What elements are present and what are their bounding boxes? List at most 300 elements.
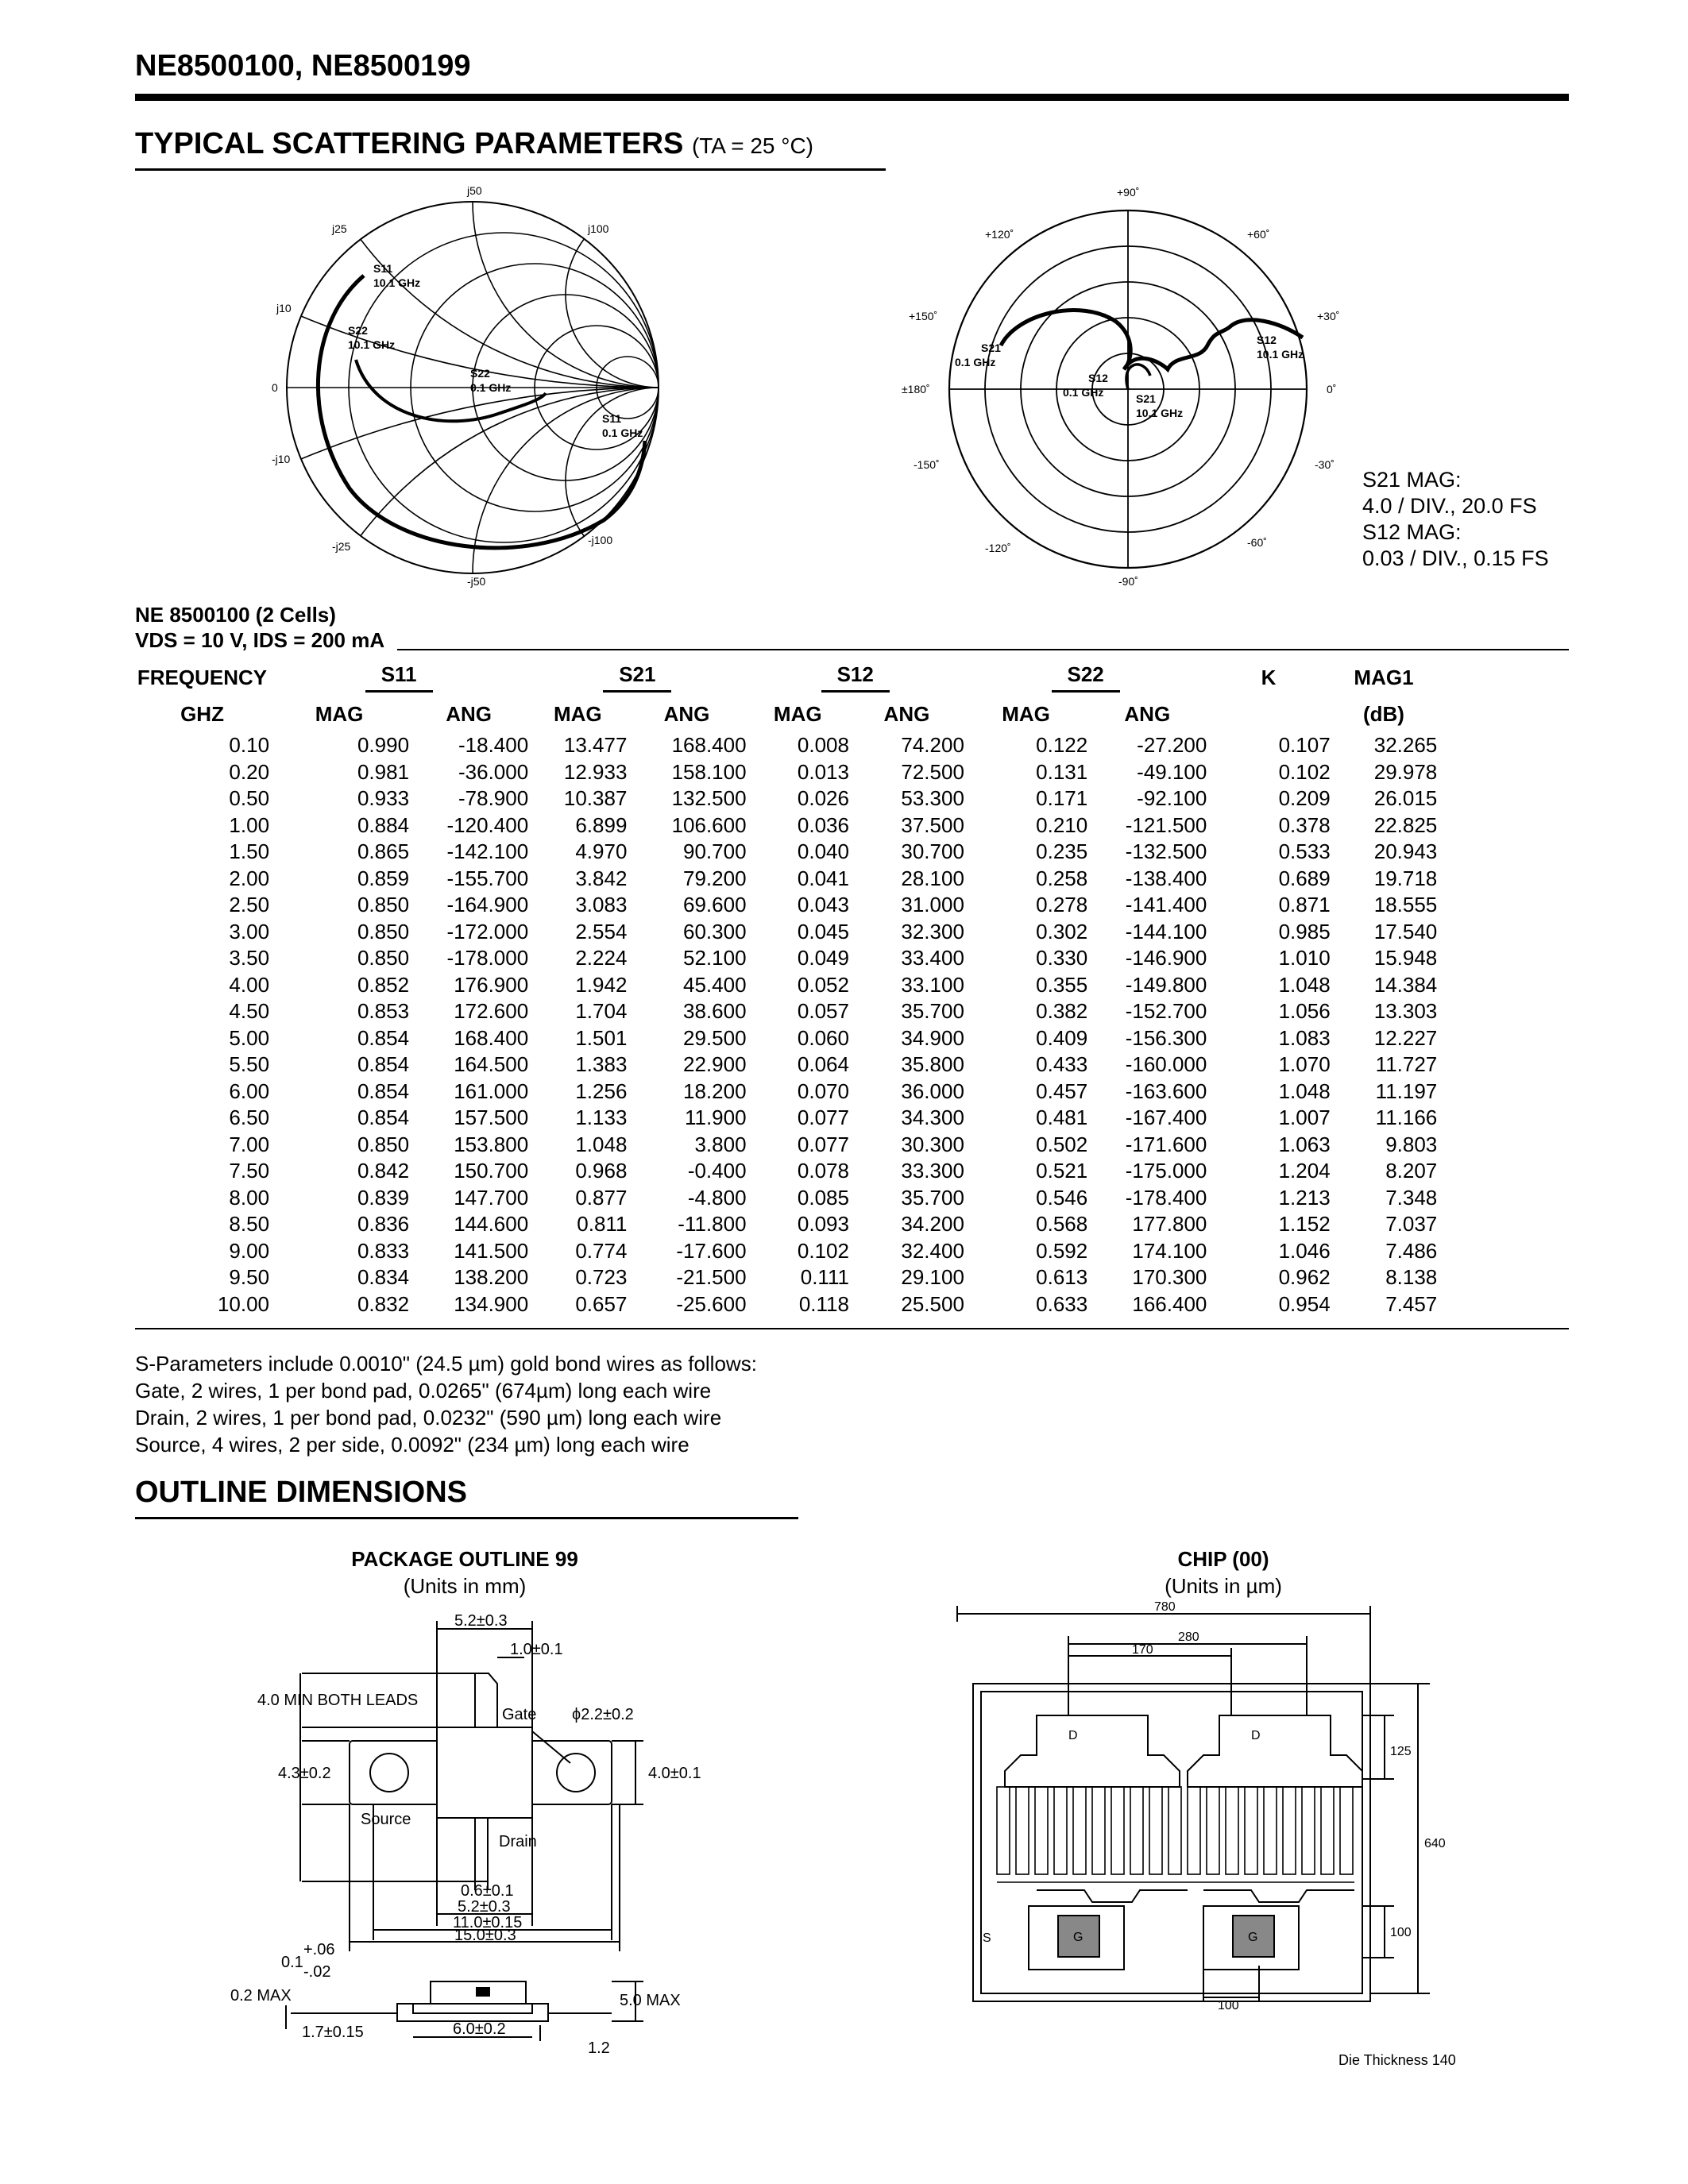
table-pad-cell bbox=[1437, 1051, 1569, 1078]
table-cell: 37.500 bbox=[901, 812, 964, 837]
table-cell: -4.800 bbox=[687, 1185, 747, 1210]
table-cell: 0.045 bbox=[797, 919, 849, 943]
table-cell: 0.064 bbox=[797, 1052, 849, 1076]
th-s22-ang: ANG bbox=[1124, 701, 1171, 726]
table-cell: 0.613 bbox=[1036, 1265, 1088, 1289]
polar-label-p0: 0˚ bbox=[1327, 383, 1337, 396]
table-cell: 170.300 bbox=[1132, 1265, 1207, 1289]
legend-line-1: S21 MAG: bbox=[1362, 468, 1462, 492]
table-cell: -144.100 bbox=[1125, 919, 1207, 943]
polar-label-p180: ±180˚ bbox=[902, 383, 930, 396]
table-cell: 0.060 bbox=[797, 1025, 849, 1050]
table-cell: 33.400 bbox=[901, 946, 964, 970]
table-cell: 0.521 bbox=[1036, 1159, 1088, 1183]
table-cell: 7.00 bbox=[229, 1132, 270, 1156]
table-cell: 1.152 bbox=[1278, 1212, 1331, 1236]
table-cell: 0.884 bbox=[357, 812, 410, 837]
table-cell: 0.689 bbox=[1278, 866, 1331, 890]
table-header-row-2 bbox=[135, 696, 1569, 732]
table-cell: 0.026 bbox=[797, 786, 849, 810]
table-cell: 153.800 bbox=[454, 1132, 529, 1156]
table-cell: 20.943 bbox=[1373, 839, 1438, 863]
smith-label-mj100: -j100 bbox=[588, 534, 613, 546]
chip-title: CHIP (00) bbox=[1177, 1547, 1269, 1571]
table-cell: 0.107 bbox=[1278, 733, 1331, 757]
dim-w60: 6.0±0.2 bbox=[453, 2020, 506, 2038]
table-cell: 1.00 bbox=[229, 812, 270, 837]
th-s22-mag: MAG bbox=[1002, 701, 1050, 726]
table-cell: -141.400 bbox=[1125, 893, 1207, 916]
table-row bbox=[135, 732, 1569, 759]
th-k: K bbox=[1261, 665, 1277, 689]
table-cell: 0.481 bbox=[1036, 1106, 1088, 1129]
table-cell: 0.774 bbox=[575, 1238, 628, 1263]
table-cell: 10.00 bbox=[217, 1291, 270, 1316]
dim-w52-top: 5.2±0.3 bbox=[454, 1612, 508, 1630]
table-cell: 0.036 bbox=[797, 812, 849, 837]
table-cell: 1.942 bbox=[575, 972, 628, 997]
note-line: Gate, 2 wires, 1 per bond pad, 0.0265" (674µm) long each wire bbox=[135, 1379, 712, 1403]
table-cell: 0.258 bbox=[1036, 866, 1088, 890]
dim-w100: 100 bbox=[1218, 1999, 1239, 2012]
table-cell: 0.077 bbox=[797, 1106, 849, 1129]
table-cell: 18.200 bbox=[683, 1078, 747, 1103]
chip-label-d2: D bbox=[1251, 1729, 1261, 1742]
sparams-condition: (TA = 25 °C) bbox=[691, 133, 813, 158]
table-cell: 0.871 bbox=[1278, 893, 1331, 916]
dim-h640: 640 bbox=[1424, 1837, 1446, 1850]
table-cell: 9.803 bbox=[1385, 1132, 1438, 1156]
table-pad-cell bbox=[1437, 759, 1569, 786]
table-cell: 1.046 bbox=[1278, 1238, 1331, 1263]
table-cell: 1.133 bbox=[575, 1106, 628, 1129]
table-cell: 32.265 bbox=[1373, 733, 1438, 757]
polar-s12-hi-f: 10.1 GHz bbox=[1257, 348, 1304, 361]
table-row bbox=[135, 1291, 1569, 1318]
conditions-rule bbox=[397, 649, 1569, 650]
th-s21-mag: MAG bbox=[553, 701, 602, 726]
table-row bbox=[135, 1238, 1569, 1265]
th-s12-mag: MAG bbox=[773, 701, 822, 726]
table-cell: 0.052 bbox=[797, 972, 849, 997]
smith-s22-hi: S22 bbox=[348, 324, 368, 337]
table-cell: -138.400 bbox=[1125, 866, 1207, 890]
table-cell: -142.100 bbox=[446, 839, 529, 863]
table-row bbox=[135, 919, 1569, 946]
table-cell: 9.00 bbox=[229, 1238, 270, 1263]
section-rule-sparams bbox=[135, 168, 886, 171]
s12-trace bbox=[1126, 365, 1150, 389]
smith-s11-hi: S11 bbox=[373, 262, 393, 275]
table-cell: 11.727 bbox=[1375, 1052, 1438, 1076]
table-cell: 1.070 bbox=[1278, 1052, 1331, 1076]
dim-w06: 0.6±0.1 bbox=[461, 1882, 514, 1900]
bias-conditions: VDS = 10 V, IDS = 200 mA bbox=[135, 628, 385, 652]
polar-label-p30: +30˚ bbox=[1317, 310, 1340, 322]
bond-wire-notes bbox=[135, 1350, 757, 1458]
table-cell: -92.100 bbox=[1137, 786, 1207, 810]
th-s12-ang: ANG bbox=[883, 701, 930, 726]
table-cell: 12.227 bbox=[1373, 1025, 1438, 1050]
polar-s21-hi: S21 bbox=[1136, 392, 1156, 405]
polar-label-p90: +90˚ bbox=[1117, 186, 1140, 199]
table-pad-cell bbox=[1437, 1264, 1569, 1291]
table-bottom-rule bbox=[135, 1328, 1569, 1329]
table-row bbox=[135, 998, 1569, 1025]
table-cell: 0.568 bbox=[1036, 1212, 1088, 1236]
th-s21-ang: ANG bbox=[663, 701, 710, 726]
table-cell: 134.900 bbox=[454, 1291, 529, 1316]
table-cell: -171.600 bbox=[1125, 1132, 1207, 1156]
table-cell: 0.850 bbox=[357, 893, 410, 916]
polar-chart bbox=[898, 179, 1358, 600]
table-row bbox=[135, 839, 1569, 866]
polar-label-m120: -120˚ bbox=[985, 542, 1011, 554]
table-pad-cell bbox=[1437, 1185, 1569, 1212]
table-cell: 0.985 bbox=[1278, 919, 1331, 943]
table-cell: 2.224 bbox=[575, 946, 628, 970]
table-pad-cell bbox=[1437, 785, 1569, 812]
table-pad-cell bbox=[1437, 1238, 1569, 1265]
table-cell: 1.007 bbox=[1278, 1106, 1331, 1129]
table-cell: 9.50 bbox=[229, 1265, 270, 1289]
table-cell: 1.383 bbox=[575, 1052, 628, 1076]
table-cell: -152.700 bbox=[1125, 999, 1207, 1023]
table-cell: 0.854 bbox=[357, 1106, 410, 1129]
table-cell: 0.111 bbox=[800, 1265, 849, 1289]
table-row bbox=[135, 972, 1569, 999]
table-cell: 13.303 bbox=[1373, 999, 1438, 1023]
table-cell: 1.50 bbox=[229, 839, 270, 863]
header-rule bbox=[135, 94, 1569, 101]
table-cell: 1.501 bbox=[575, 1025, 628, 1050]
table-row bbox=[135, 892, 1569, 919]
table-cell: 0.433 bbox=[1036, 1052, 1088, 1076]
table-cell: 29.978 bbox=[1373, 759, 1438, 784]
polar-s12-lo-f: 0.1 GHz bbox=[1063, 386, 1104, 399]
table-pad-cell bbox=[1437, 866, 1569, 893]
table-cell: 0.330 bbox=[1036, 946, 1088, 970]
dim-h43: 4.3±0.2 bbox=[278, 1765, 331, 1782]
table-cell: 106.600 bbox=[671, 812, 747, 837]
table-cell: 22.825 bbox=[1373, 812, 1438, 837]
chip-outline-drawing bbox=[949, 1596, 1466, 2041]
table-pad-cell bbox=[1437, 945, 1569, 972]
smith-s11-lo-f: 0.1 GHz bbox=[602, 426, 643, 439]
table-cell: 22.900 bbox=[683, 1052, 747, 1076]
table-pad-cell bbox=[1437, 1132, 1569, 1159]
polar-label-m90: -90˚ bbox=[1118, 575, 1138, 588]
table-cell: 2.50 bbox=[229, 893, 270, 916]
table-cell: 1.063 bbox=[1278, 1132, 1331, 1156]
table-cell: 8.207 bbox=[1385, 1159, 1438, 1183]
table-cell: 3.50 bbox=[229, 946, 270, 970]
table-cell: -164.900 bbox=[446, 893, 529, 916]
table-cell: -17.600 bbox=[676, 1238, 747, 1263]
section-title-outline: OUTLINE DIMENSIONS bbox=[135, 1476, 468, 1509]
th-db: (dB) bbox=[1362, 701, 1404, 726]
table-cell: 72.500 bbox=[901, 759, 964, 784]
table-cell: 0.962 bbox=[1278, 1265, 1331, 1289]
th-s11-ang: ANG bbox=[446, 701, 492, 726]
th-s21: S21 bbox=[603, 662, 671, 693]
table-cell: -132.500 bbox=[1125, 839, 1207, 863]
table-cell: 168.400 bbox=[671, 733, 747, 757]
package-heading bbox=[302, 1545, 628, 1599]
table-cell: 79.200 bbox=[683, 866, 747, 890]
chip-label-d1: D bbox=[1068, 1729, 1078, 1742]
table-cell: 0.10 bbox=[229, 733, 270, 757]
dim-w150: 15.0±0.3 bbox=[454, 1927, 516, 1944]
table-cell: 3.842 bbox=[575, 866, 628, 890]
table-cell: 3.00 bbox=[229, 919, 270, 943]
table-cell: 0.102 bbox=[797, 1238, 849, 1263]
table-cell: 38.600 bbox=[683, 999, 747, 1023]
table-cell: 0.968 bbox=[575, 1159, 628, 1183]
table-cell: 0.50 bbox=[229, 786, 270, 810]
table-cell: -120.400 bbox=[446, 812, 529, 837]
smith-chart bbox=[262, 179, 675, 592]
smith-label-mj25: -j25 bbox=[332, 540, 351, 553]
table-cell: 158.100 bbox=[671, 759, 747, 784]
table-cell: 60.300 bbox=[683, 919, 747, 943]
table-cell: 0.040 bbox=[797, 839, 849, 863]
table-cell: -49.100 bbox=[1137, 759, 1207, 784]
polar-label-p60: +60˚ bbox=[1247, 228, 1270, 241]
polar-label-m30: -30˚ bbox=[1315, 458, 1335, 471]
table-cell: 1.010 bbox=[1278, 946, 1331, 970]
table-cell: 0.877 bbox=[575, 1185, 628, 1210]
table-cell: 0.085 bbox=[797, 1185, 849, 1210]
th-s22: S22 bbox=[1052, 662, 1120, 693]
table-cell: 3.083 bbox=[575, 893, 628, 916]
table-cell: 6.899 bbox=[575, 812, 628, 837]
table-cell: 150.700 bbox=[454, 1159, 529, 1183]
table-cell: 161.000 bbox=[454, 1078, 529, 1103]
smith-label-mj10: -j10 bbox=[272, 453, 291, 465]
table-cell: 2.00 bbox=[229, 866, 270, 890]
smith-s11-lo: S11 bbox=[602, 412, 622, 425]
sparams-table bbox=[135, 659, 1569, 1318]
th-ghz: GHZ bbox=[180, 701, 224, 726]
table-cell: 0.457 bbox=[1036, 1078, 1088, 1103]
table-cell: 0.210 bbox=[1036, 812, 1088, 837]
dim-w52-bot: 5.2±0.3 bbox=[458, 1898, 511, 1916]
table-cell: 168.400 bbox=[454, 1025, 529, 1050]
table-cell: 35.700 bbox=[901, 999, 964, 1023]
table-cell: -27.200 bbox=[1137, 733, 1207, 757]
page-title: NE8500100, NE8500199 bbox=[135, 49, 471, 83]
chip-heading bbox=[1096, 1545, 1350, 1599]
table-cell: 30.300 bbox=[901, 1132, 964, 1156]
table-cell: 138.200 bbox=[454, 1265, 529, 1289]
table-header-row-1 bbox=[135, 659, 1569, 696]
package-units: (Units in mm) bbox=[403, 1574, 527, 1598]
table-cell: 4.50 bbox=[229, 999, 270, 1023]
th-s12: S12 bbox=[821, 662, 890, 693]
polar-s21-lo: S21 bbox=[981, 341, 1001, 354]
smith-label-j50: j50 bbox=[467, 184, 482, 197]
label-source: Source bbox=[361, 1811, 411, 1828]
table-cell: 12.933 bbox=[563, 759, 628, 784]
table-cell: 29.100 bbox=[901, 1265, 964, 1289]
table-row bbox=[135, 1051, 1569, 1078]
table-cell: 35.700 bbox=[901, 1185, 964, 1210]
table-cell: 0.078 bbox=[797, 1159, 849, 1183]
table-cell: 0.209 bbox=[1278, 786, 1331, 810]
table-cell: 7.50 bbox=[229, 1159, 270, 1183]
table-pad-cell bbox=[1437, 1158, 1569, 1185]
table-cell: 0.981 bbox=[357, 759, 410, 784]
table-cell: -36.000 bbox=[458, 759, 529, 784]
table-cell: 0.102 bbox=[1278, 759, 1331, 784]
table-cell: 0.859 bbox=[357, 866, 410, 890]
table-cell: 132.500 bbox=[671, 786, 747, 810]
table-cell: 0.854 bbox=[357, 1025, 410, 1050]
table-row bbox=[135, 1025, 1569, 1052]
table-cell: 11.197 bbox=[1375, 1078, 1438, 1103]
table-cell: 52.100 bbox=[683, 946, 747, 970]
table-pad-cell bbox=[1437, 998, 1569, 1025]
table-cell: 0.278 bbox=[1036, 893, 1088, 916]
polar-s21-lo-f: 0.1 GHz bbox=[955, 356, 996, 369]
table-cell: -160.000 bbox=[1125, 1052, 1207, 1076]
table-cell: 11.900 bbox=[684, 1106, 747, 1129]
table-row bbox=[135, 1105, 1569, 1132]
table-cell: 5.00 bbox=[229, 1025, 270, 1050]
table-pad-cell bbox=[1437, 1078, 1569, 1106]
table-cell: 1.204 bbox=[1278, 1159, 1331, 1183]
table-cell: -175.000 bbox=[1125, 1159, 1207, 1183]
polar-label-m150: -150˚ bbox=[914, 458, 940, 471]
table-cell: 2.554 bbox=[575, 919, 628, 943]
table-cell: 1.256 bbox=[575, 1078, 628, 1103]
chip-label-s: S bbox=[983, 1931, 991, 1945]
package-title: PACKAGE OUTLINE 99 bbox=[351, 1547, 578, 1571]
legend-line-4: 0.03 / DIV., 0.15 FS bbox=[1362, 546, 1549, 570]
legend-line-2: 4.0 / DIV., 20.0 FS bbox=[1362, 494, 1537, 518]
note-line: Drain, 2 wires, 1 per bond pad, 0.0232" (590 µm) long each wire bbox=[135, 1406, 722, 1430]
table-cell: 1.048 bbox=[1278, 972, 1331, 997]
dim-hole: ϕ2.2±0.2 bbox=[572, 1706, 634, 1723]
smith-s22-lo: S22 bbox=[470, 367, 490, 380]
table-cell: 0.235 bbox=[1036, 839, 1088, 863]
table-cell: 0.118 bbox=[798, 1291, 849, 1316]
dim-h40: 4.0±0.1 bbox=[648, 1765, 701, 1782]
table-cell: 0.122 bbox=[1036, 733, 1088, 757]
label-drain: Drain bbox=[499, 1833, 537, 1850]
th-s11: S11 bbox=[365, 662, 433, 693]
dim-max02: 0.2 MAX bbox=[230, 1987, 292, 2005]
table-cell: -172.000 bbox=[446, 919, 529, 943]
table-cell: 26.015 bbox=[1373, 786, 1438, 810]
table-cell: 1.056 bbox=[1278, 999, 1331, 1023]
table-cell: 0.850 bbox=[357, 919, 410, 943]
table-cell: 0.533 bbox=[1278, 839, 1331, 863]
table-cell: 0.850 bbox=[357, 1132, 410, 1156]
table-cell: 6.00 bbox=[229, 1078, 270, 1103]
s22-trace bbox=[356, 360, 546, 421]
table-cell: 172.600 bbox=[454, 999, 529, 1023]
table-cell: 53.300 bbox=[901, 786, 964, 810]
table-pad-cell bbox=[1437, 892, 1569, 919]
table-cell: 7.037 bbox=[1385, 1212, 1438, 1236]
table-cell: -11.800 bbox=[678, 1212, 747, 1236]
device-name: NE 8500100 (2 Cells) bbox=[135, 603, 336, 627]
label-gate: Gate bbox=[502, 1706, 537, 1723]
table-cell: 174.100 bbox=[1132, 1238, 1207, 1263]
table-cell: -18.400 bbox=[458, 733, 529, 757]
table-row bbox=[135, 945, 1569, 972]
table-row bbox=[135, 1185, 1569, 1212]
table-cell: 32.400 bbox=[901, 1238, 964, 1263]
sparams-title: TYPICAL SCATTERING PARAMETERS bbox=[135, 127, 684, 160]
table-cell: 141.500 bbox=[454, 1238, 529, 1263]
table-cell: -121.500 bbox=[1125, 812, 1207, 837]
table-cell: 4.00 bbox=[229, 972, 270, 997]
table-cell: 0.378 bbox=[1278, 812, 1331, 837]
smith-s22-lo-f: 0.1 GHz bbox=[470, 381, 512, 394]
table-cell: 15.948 bbox=[1373, 946, 1438, 970]
section-title-sparams bbox=[135, 127, 813, 161]
section-rule-outline bbox=[135, 1517, 798, 1519]
table-pad-cell bbox=[1437, 1291, 1569, 1318]
table-cell: 1.048 bbox=[1278, 1078, 1331, 1103]
table-row bbox=[135, 1264, 1569, 1291]
table-cell: 7.486 bbox=[1385, 1238, 1438, 1263]
table-cell: 18.555 bbox=[1373, 893, 1438, 916]
table-cell: 0.502 bbox=[1036, 1132, 1088, 1156]
table-cell: 33.100 bbox=[901, 972, 964, 997]
table-cell: 11.166 bbox=[1375, 1106, 1438, 1129]
table-pad-cell bbox=[1437, 919, 1569, 946]
table-cell: 5.50 bbox=[229, 1052, 270, 1076]
dim-h100: 100 bbox=[1390, 1926, 1412, 1939]
table-cell: 31.000 bbox=[901, 893, 964, 916]
table-pad-cell bbox=[1437, 1211, 1569, 1238]
table-cell: 0.833 bbox=[357, 1238, 410, 1263]
table-cell: 45.400 bbox=[683, 972, 747, 997]
table-cell: 0.093 bbox=[797, 1212, 849, 1236]
sparams-table-body bbox=[135, 732, 1569, 1318]
table-cell: 0.041 bbox=[797, 866, 849, 890]
dim-h125: 125 bbox=[1390, 1745, 1412, 1758]
table-cell: 0.409 bbox=[1036, 1025, 1088, 1050]
polar-label-p120: +120˚ bbox=[985, 228, 1014, 241]
table-cell: 0.854 bbox=[357, 1052, 410, 1076]
dim-min-leads: 4.0 MIN BOTH LEADS bbox=[257, 1692, 419, 1709]
table-cell: 32.300 bbox=[901, 919, 964, 943]
table-cell: 19.718 bbox=[1373, 866, 1438, 890]
table-cell: 0.013 bbox=[797, 759, 849, 784]
table-cell: 8.138 bbox=[1385, 1265, 1438, 1289]
table-pad-cell bbox=[1437, 839, 1569, 866]
table-cell: 0.954 bbox=[1278, 1291, 1331, 1316]
table-cell: 0.20 bbox=[229, 759, 270, 784]
table-row bbox=[135, 1158, 1569, 1185]
dim-t01: 0.1 bbox=[281, 1954, 303, 1971]
table-cell: 90.700 bbox=[683, 839, 747, 863]
table-cell: 6.50 bbox=[229, 1106, 270, 1129]
table-cell: 0.842 bbox=[357, 1159, 410, 1183]
table-cell: 8.50 bbox=[229, 1212, 270, 1236]
dim-h17: 1.7±0.15 bbox=[302, 2024, 364, 2041]
table-cell: 0.832 bbox=[357, 1291, 410, 1316]
table-cell: 166.400 bbox=[1132, 1291, 1207, 1316]
table-cell: 0.382 bbox=[1036, 999, 1088, 1023]
table-cell: 147.700 bbox=[454, 1185, 529, 1210]
table-cell: 164.500 bbox=[454, 1052, 529, 1076]
